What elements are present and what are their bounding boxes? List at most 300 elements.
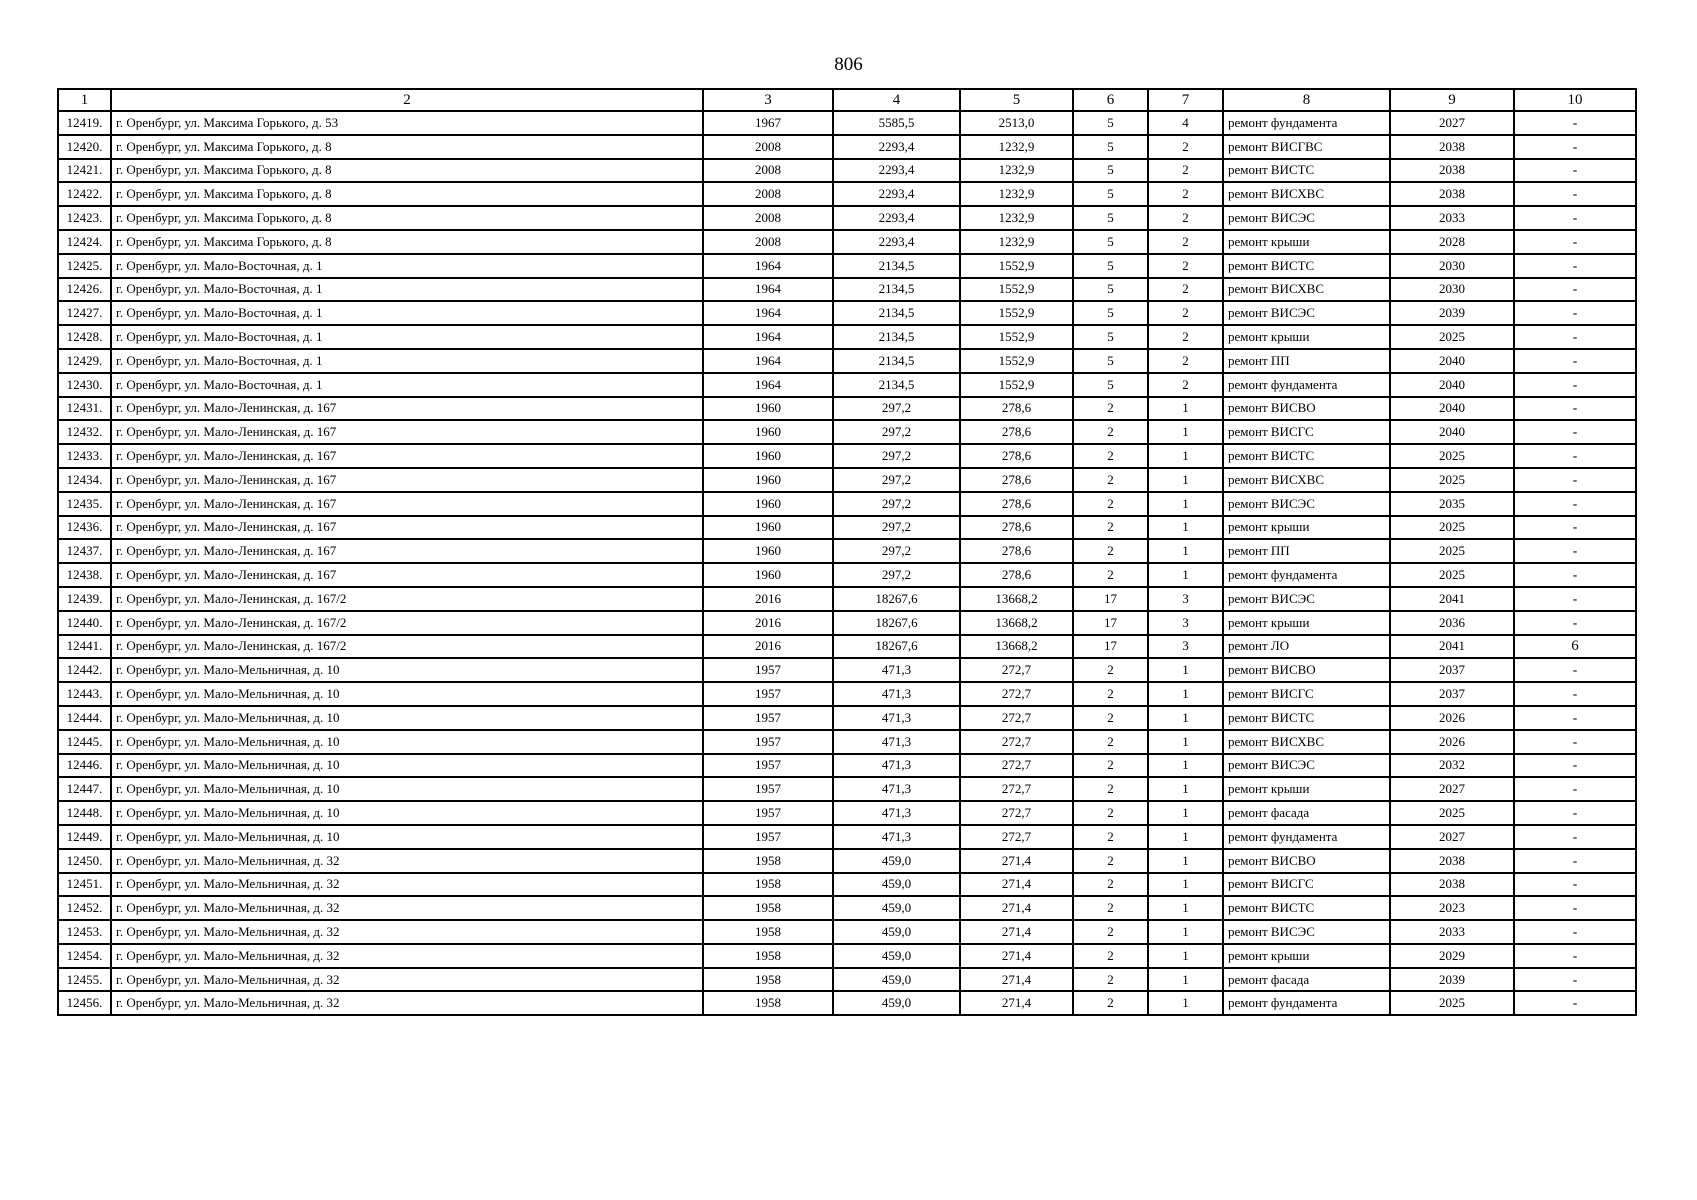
cell-address: г. Оренбург, ул. Мало-Ленинская, д. 167 [111, 516, 703, 540]
cell-year-built: 1957 [703, 730, 833, 754]
cell-work-type: ремонт ВИСТС [1223, 254, 1390, 278]
cell-row-number: 12422. [58, 182, 111, 206]
cell-extra-value: - [1514, 682, 1636, 706]
cell-work-type: ремонт ВИСЭС [1223, 492, 1390, 516]
cell-year-built: 1958 [703, 991, 833, 1015]
table-row [58, 801, 1636, 825]
cell-entrances: 2 [1148, 159, 1223, 183]
cell-entrances: 1 [1148, 849, 1223, 873]
cell-year-built: 1957 [703, 825, 833, 849]
table-row [58, 230, 1636, 254]
cell-row-number: 12426. [58, 278, 111, 302]
cell-planned-year: 2023 [1390, 896, 1514, 920]
cell-year-built: 2008 [703, 206, 833, 230]
cell-work-type: ремонт ВИСГВС [1223, 135, 1390, 159]
cell-address: г. Оренбург, ул. Максима Горького, д. 8 [111, 159, 703, 183]
cell-living-area: 271,4 [960, 991, 1073, 1015]
cell-work-type: ремонт ВИСЭС [1223, 301, 1390, 325]
cell-living-area: 272,7 [960, 754, 1073, 778]
cell-address: г. Оренбург, ул. Мало-Восточная, д. 1 [111, 325, 703, 349]
cell-extra-value: - [1514, 206, 1636, 230]
cell-floors: 5 [1073, 230, 1148, 254]
cell-extra-value: - [1514, 278, 1636, 302]
cell-address: г. Оренбург, ул. Мало-Мельничная, д. 32 [111, 968, 703, 992]
cell-living-area: 1232,9 [960, 135, 1073, 159]
cell-planned-year: 2027 [1390, 777, 1514, 801]
cell-year-built: 1957 [703, 682, 833, 706]
cell-floors: 2 [1073, 968, 1148, 992]
cell-row-number: 12449. [58, 825, 111, 849]
cell-work-type: ремонт ВИСТС [1223, 896, 1390, 920]
cell-floors: 2 [1073, 492, 1148, 516]
cell-entrances: 4 [1148, 111, 1223, 135]
cell-entrances: 1 [1148, 896, 1223, 920]
cell-extra-value: - [1514, 468, 1636, 492]
cell-address: г. Оренбург, ул. Максима Горького, д. 53 [111, 111, 703, 135]
cell-year-built: 1958 [703, 873, 833, 897]
cell-work-type: ремонт крыши [1223, 230, 1390, 254]
cell-row-number: 12451. [58, 873, 111, 897]
cell-planned-year: 2037 [1390, 682, 1514, 706]
cell-living-area: 271,4 [960, 920, 1073, 944]
cell-planned-year: 2040 [1390, 420, 1514, 444]
cell-floors: 2 [1073, 754, 1148, 778]
cell-entrances: 2 [1148, 230, 1223, 254]
cell-floors: 2 [1073, 873, 1148, 897]
cell-total-area: 2134,5 [833, 373, 960, 397]
cell-floors: 2 [1073, 468, 1148, 492]
cell-floors: 5 [1073, 135, 1148, 159]
cell-planned-year: 2025 [1390, 468, 1514, 492]
column-header-1: 1 [58, 89, 111, 111]
cell-extra-value: - [1514, 991, 1636, 1015]
cell-row-number: 12440. [58, 611, 111, 635]
cell-entrances: 1 [1148, 706, 1223, 730]
cell-address: г. Оренбург, ул. Мало-Мельничная, д. 32 [111, 896, 703, 920]
cell-address: г. Оренбург, ул. Мало-Мельничная, д. 10 [111, 825, 703, 849]
cell-work-type: ремонт ВИСЭС [1223, 587, 1390, 611]
cell-row-number: 12431. [58, 397, 111, 421]
cell-entrances: 1 [1148, 991, 1223, 1015]
cell-planned-year: 2041 [1390, 635, 1514, 659]
cell-entrances: 1 [1148, 754, 1223, 778]
cell-work-type: ремонт ВИСВО [1223, 397, 1390, 421]
cell-extra-value: - [1514, 801, 1636, 825]
cell-year-built: 1957 [703, 801, 833, 825]
table-row [58, 254, 1636, 278]
cell-year-built: 2016 [703, 611, 833, 635]
column-header-8: 8 [1223, 89, 1390, 111]
cell-work-type: ремонт ПП [1223, 539, 1390, 563]
cell-living-area: 278,6 [960, 420, 1073, 444]
table-row [58, 301, 1636, 325]
cell-extra-value: - [1514, 492, 1636, 516]
cell-extra-value: - [1514, 516, 1636, 540]
cell-entrances: 1 [1148, 920, 1223, 944]
table-row [58, 349, 1636, 373]
cell-floors: 2 [1073, 420, 1148, 444]
table-row [58, 635, 1636, 659]
cell-living-area: 272,7 [960, 801, 1073, 825]
cell-living-area: 272,7 [960, 658, 1073, 682]
cell-year-built: 1964 [703, 349, 833, 373]
cell-planned-year: 2025 [1390, 539, 1514, 563]
cell-planned-year: 2030 [1390, 278, 1514, 302]
cell-living-area: 278,6 [960, 397, 1073, 421]
cell-living-area: 1232,9 [960, 206, 1073, 230]
cell-year-built: 1958 [703, 968, 833, 992]
column-header-9: 9 [1390, 89, 1514, 111]
cell-planned-year: 2030 [1390, 254, 1514, 278]
table-row [58, 920, 1636, 944]
cell-extra-value: - [1514, 349, 1636, 373]
cell-total-area: 459,0 [833, 944, 960, 968]
cell-total-area: 2293,4 [833, 182, 960, 206]
cell-living-area: 1552,9 [960, 325, 1073, 349]
cell-floors: 5 [1073, 349, 1148, 373]
cell-year-built: 2016 [703, 587, 833, 611]
cell-total-area: 459,0 [833, 991, 960, 1015]
cell-planned-year: 2040 [1390, 373, 1514, 397]
cell-address: г. Оренбург, ул. Мало-Ленинская, д. 167/2 [111, 611, 703, 635]
cell-year-built: 2016 [703, 635, 833, 659]
cell-living-area: 13668,2 [960, 635, 1073, 659]
cell-living-area: 271,4 [960, 896, 1073, 920]
cell-total-area: 2134,5 [833, 325, 960, 349]
cell-total-area: 471,3 [833, 730, 960, 754]
table-row [58, 492, 1636, 516]
cell-floors: 2 [1073, 563, 1148, 587]
cell-year-built: 1964 [703, 254, 833, 278]
cell-living-area: 1232,9 [960, 159, 1073, 183]
cell-total-area: 5585,5 [833, 111, 960, 135]
cell-planned-year: 2040 [1390, 397, 1514, 421]
cell-total-area: 297,2 [833, 420, 960, 444]
cell-row-number: 12456. [58, 991, 111, 1015]
cell-floors: 2 [1073, 777, 1148, 801]
cell-year-built: 1957 [703, 754, 833, 778]
cell-floors: 17 [1073, 587, 1148, 611]
cell-row-number: 12452. [58, 896, 111, 920]
cell-extra-value: - [1514, 754, 1636, 778]
cell-floors: 17 [1073, 635, 1148, 659]
cell-address: г. Оренбург, ул. Мало-Восточная, д. 1 [111, 254, 703, 278]
cell-work-type: ремонт ВИСВО [1223, 658, 1390, 682]
cell-living-area: 272,7 [960, 730, 1073, 754]
cell-floors: 2 [1073, 730, 1148, 754]
cell-extra-value: - [1514, 777, 1636, 801]
cell-row-number: 12429. [58, 349, 111, 373]
cell-address: г. Оренбург, ул. Мало-Мельничная, д. 32 [111, 944, 703, 968]
cell-planned-year: 2038 [1390, 159, 1514, 183]
cell-living-area: 271,4 [960, 968, 1073, 992]
cell-living-area: 1232,9 [960, 182, 1073, 206]
cell-address: г. Оренбург, ул. Максима Горького, д. 8 [111, 206, 703, 230]
cell-address: г. Оренбург, ул. Мало-Восточная, д. 1 [111, 349, 703, 373]
table-row [58, 682, 1636, 706]
table-row [58, 373, 1636, 397]
cell-planned-year: 2029 [1390, 944, 1514, 968]
cell-floors: 2 [1073, 706, 1148, 730]
column-header-7: 7 [1148, 89, 1223, 111]
cell-year-built: 1960 [703, 468, 833, 492]
cell-total-area: 471,3 [833, 658, 960, 682]
cell-address: г. Оренбург, ул. Максима Горького, д. 8 [111, 230, 703, 254]
cell-living-area: 1552,9 [960, 254, 1073, 278]
cell-entrances: 1 [1148, 563, 1223, 587]
cell-address: г. Оренбург, ул. Мало-Ленинская, д. 167 [111, 539, 703, 563]
cell-planned-year: 2039 [1390, 968, 1514, 992]
cell-extra-value: - [1514, 611, 1636, 635]
cell-work-type: ремонт ВИСЭС [1223, 754, 1390, 778]
table-row [58, 111, 1636, 135]
cell-total-area: 471,3 [833, 801, 960, 825]
cell-entrances: 2 [1148, 325, 1223, 349]
cell-entrances: 1 [1148, 873, 1223, 897]
cell-floors: 2 [1073, 991, 1148, 1015]
cell-address: г. Оренбург, ул. Мало-Ленинская, д. 167/2 [111, 635, 703, 659]
table-row [58, 206, 1636, 230]
cell-address: г. Оренбург, ул. Мало-Ленинская, д. 167 [111, 397, 703, 421]
cell-work-type: ремонт крыши [1223, 611, 1390, 635]
cell-work-type: ремонт ВИСТС [1223, 444, 1390, 468]
cell-work-type: ремонт ПП [1223, 349, 1390, 373]
cell-total-area: 2134,5 [833, 349, 960, 373]
cell-extra-value: - [1514, 111, 1636, 135]
cell-planned-year: 2039 [1390, 301, 1514, 325]
cell-year-built: 2008 [703, 159, 833, 183]
cell-planned-year: 2025 [1390, 801, 1514, 825]
cell-row-number: 12434. [58, 468, 111, 492]
cell-work-type: ремонт ВИСГС [1223, 873, 1390, 897]
cell-planned-year: 2038 [1390, 182, 1514, 206]
cell-work-type: ремонт крыши [1223, 777, 1390, 801]
table-row [58, 563, 1636, 587]
cell-planned-year: 2036 [1390, 611, 1514, 635]
cell-living-area: 278,6 [960, 563, 1073, 587]
table-row [58, 420, 1636, 444]
cell-row-number: 12435. [58, 492, 111, 516]
cell-year-built: 1967 [703, 111, 833, 135]
cell-work-type: ремонт фасада [1223, 968, 1390, 992]
cell-year-built: 1964 [703, 373, 833, 397]
cell-work-type: ремонт ВИСХВС [1223, 278, 1390, 302]
cell-entrances: 1 [1148, 730, 1223, 754]
cell-floors: 2 [1073, 896, 1148, 920]
cell-entrances: 2 [1148, 254, 1223, 278]
cell-living-area: 1552,9 [960, 301, 1073, 325]
cell-living-area: 13668,2 [960, 587, 1073, 611]
cell-extra-value: - [1514, 159, 1636, 183]
cell-row-number: 12430. [58, 373, 111, 397]
cell-planned-year: 2027 [1390, 825, 1514, 849]
cell-address: г. Оренбург, ул. Мало-Восточная, д. 1 [111, 301, 703, 325]
cell-total-area: 297,2 [833, 397, 960, 421]
cell-work-type: ремонт ВИСВО [1223, 849, 1390, 873]
cell-planned-year: 2033 [1390, 920, 1514, 944]
cell-work-type: ремонт ВИСЭС [1223, 920, 1390, 944]
cell-total-area: 2134,5 [833, 278, 960, 302]
cell-living-area: 1552,9 [960, 373, 1073, 397]
cell-floors: 2 [1073, 397, 1148, 421]
cell-entrances: 1 [1148, 944, 1223, 968]
page-number: 806 [834, 54, 863, 75]
cell-floors: 2 [1073, 682, 1148, 706]
cell-total-area: 2293,4 [833, 159, 960, 183]
cell-row-number: 12444. [58, 706, 111, 730]
cell-entrances: 1 [1148, 492, 1223, 516]
cell-work-type: ремонт ВИСЭС [1223, 206, 1390, 230]
cell-row-number: 12448. [58, 801, 111, 825]
cell-work-type: ремонт ВИСТС [1223, 706, 1390, 730]
cell-row-number: 12443. [58, 682, 111, 706]
cell-address: г. Оренбург, ул. Мало-Мельничная, д. 10 [111, 706, 703, 730]
cell-address: г. Оренбург, ул. Мало-Мельничная, д. 10 [111, 801, 703, 825]
cell-address: г. Оренбург, ул. Мало-Ленинская, д. 167 [111, 420, 703, 444]
cell-work-type: ремонт фундамента [1223, 563, 1390, 587]
cell-total-area: 471,3 [833, 825, 960, 849]
column-header-10: 10 [1514, 89, 1636, 111]
cell-work-type: ремонт фундамента [1223, 991, 1390, 1015]
cell-planned-year: 2026 [1390, 706, 1514, 730]
table-row [58, 706, 1636, 730]
cell-floors: 2 [1073, 516, 1148, 540]
cell-floors: 2 [1073, 801, 1148, 825]
cell-address: г. Оренбург, ул. Максима Горького, д. 8 [111, 182, 703, 206]
cell-total-area: 2134,5 [833, 254, 960, 278]
cell-address: г. Оренбург, ул. Мало-Мельничная, д. 10 [111, 658, 703, 682]
cell-entrances: 2 [1148, 278, 1223, 302]
cell-entrances: 2 [1148, 301, 1223, 325]
cell-work-type: ремонт крыши [1223, 325, 1390, 349]
cell-floors: 2 [1073, 444, 1148, 468]
cell-living-area: 272,7 [960, 825, 1073, 849]
cell-address: г. Оренбург, ул. Мало-Мельничная, д. 10 [111, 754, 703, 778]
cell-total-area: 2293,4 [833, 230, 960, 254]
column-header-3: 3 [703, 89, 833, 111]
cell-extra-value: - [1514, 539, 1636, 563]
cell-floors: 17 [1073, 611, 1148, 635]
cell-year-built: 1957 [703, 777, 833, 801]
cell-entrances: 1 [1148, 801, 1223, 825]
cell-planned-year: 2032 [1390, 754, 1514, 778]
cell-entrances: 2 [1148, 135, 1223, 159]
cell-entrances: 2 [1148, 373, 1223, 397]
cell-address: г. Оренбург, ул. Мало-Мельничная, д. 10 [111, 777, 703, 801]
cell-extra-value: - [1514, 182, 1636, 206]
cell-extra-value: - [1514, 373, 1636, 397]
cell-year-built: 1960 [703, 492, 833, 516]
table-row [58, 397, 1636, 421]
cell-work-type: ремонт фундамента [1223, 825, 1390, 849]
cell-row-number: 12437. [58, 539, 111, 563]
table-row [58, 968, 1636, 992]
cell-work-type: ремонт ВИСГС [1223, 420, 1390, 444]
cell-total-area: 459,0 [833, 849, 960, 873]
cell-total-area: 471,3 [833, 777, 960, 801]
cell-planned-year: 2041 [1390, 587, 1514, 611]
table-row [58, 444, 1636, 468]
cell-entrances: 1 [1148, 777, 1223, 801]
cell-extra-value: - [1514, 849, 1636, 873]
cell-row-number: 12432. [58, 420, 111, 444]
table-row [58, 896, 1636, 920]
table-row [58, 539, 1636, 563]
cell-address: г. Оренбург, ул. Мало-Мельничная, д. 32 [111, 920, 703, 944]
cell-planned-year: 2025 [1390, 325, 1514, 349]
cell-row-number: 12425. [58, 254, 111, 278]
cell-entrances: 3 [1148, 587, 1223, 611]
table-row [58, 944, 1636, 968]
cell-row-number: 12455. [58, 968, 111, 992]
table-row [58, 991, 1636, 1015]
cell-year-built: 1958 [703, 920, 833, 944]
cell-row-number: 12450. [58, 849, 111, 873]
cell-total-area: 18267,6 [833, 635, 960, 659]
data-table [57, 88, 1637, 1016]
cell-year-built: 1957 [703, 706, 833, 730]
cell-work-type: ремонт ВИСХВС [1223, 182, 1390, 206]
column-header-6: 6 [1073, 89, 1148, 111]
table-row [58, 611, 1636, 635]
cell-year-built: 1960 [703, 420, 833, 444]
table-row [58, 278, 1636, 302]
cell-work-type: ремонт крыши [1223, 516, 1390, 540]
cell-extra-value: - [1514, 444, 1636, 468]
cell-floors: 5 [1073, 373, 1148, 397]
cell-entrances: 1 [1148, 420, 1223, 444]
table-row [58, 159, 1636, 183]
cell-row-number: 12419. [58, 111, 111, 135]
cell-floors: 5 [1073, 325, 1148, 349]
cell-total-area: 459,0 [833, 968, 960, 992]
cell-living-area: 271,4 [960, 873, 1073, 897]
cell-extra-value: - [1514, 706, 1636, 730]
cell-work-type: ремонт фундамента [1223, 373, 1390, 397]
cell-floors: 2 [1073, 825, 1148, 849]
cell-row-number: 12421. [58, 159, 111, 183]
cell-total-area: 2293,4 [833, 206, 960, 230]
cell-planned-year: 2033 [1390, 206, 1514, 230]
cell-row-number: 12445. [58, 730, 111, 754]
cell-extra-value: - [1514, 920, 1636, 944]
table-row [58, 182, 1636, 206]
cell-extra-value: - [1514, 325, 1636, 349]
cell-extra-value: - [1514, 968, 1636, 992]
cell-year-built: 2008 [703, 135, 833, 159]
cell-total-area: 471,3 [833, 682, 960, 706]
cell-total-area: 2293,4 [833, 135, 960, 159]
cell-year-built: 2008 [703, 182, 833, 206]
table-body [58, 111, 1636, 1015]
cell-row-number: 12441. [58, 635, 111, 659]
cell-living-area: 13668,2 [960, 611, 1073, 635]
cell-living-area: 272,7 [960, 706, 1073, 730]
cell-entrances: 2 [1148, 349, 1223, 373]
cell-living-area: 272,7 [960, 777, 1073, 801]
cell-total-area: 297,2 [833, 444, 960, 468]
cell-floors: 5 [1073, 278, 1148, 302]
cell-living-area: 278,6 [960, 492, 1073, 516]
cell-total-area: 297,2 [833, 563, 960, 587]
cell-total-area: 471,3 [833, 706, 960, 730]
cell-address: г. Оренбург, ул. Мало-Ленинская, д. 167 [111, 492, 703, 516]
cell-row-number: 12447. [58, 777, 111, 801]
cell-living-area: 2513,0 [960, 111, 1073, 135]
cell-row-number: 12438. [58, 563, 111, 587]
cell-floors: 2 [1073, 539, 1148, 563]
cell-year-built: 1960 [703, 397, 833, 421]
